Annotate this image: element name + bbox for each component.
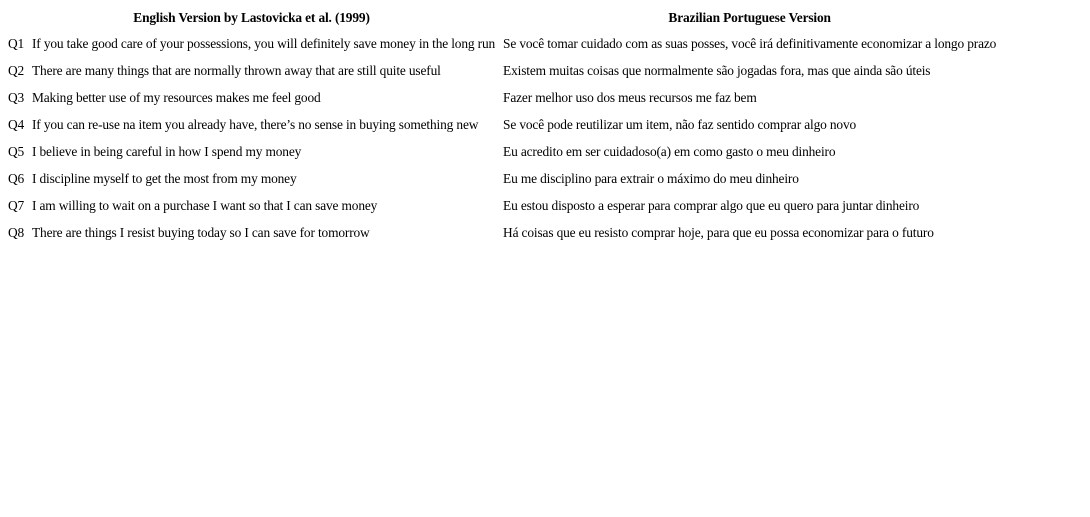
portuguese-item: Se você tomar cuidado com as suas posses, você irá definitivamente economizar a longo prazo (503, 35, 997, 51)
portuguese-item: Há coisas que eu resisto comprar hoje, para que eu possa economizar para o futuro (503, 224, 934, 240)
english-item: I am willing to wait on a purchase I want so that I can save money (32, 197, 378, 213)
question-id: Q4 (8, 116, 25, 132)
portuguese-item: Fazer melhor uso dos meus recursos me faz bem (503, 89, 757, 105)
portuguese-version-header: Brazilian Portuguese Version (668, 10, 831, 25)
table-row (4, 165, 1000, 192)
table-row (4, 219, 1000, 246)
table-row (4, 138, 1000, 165)
portuguese-item: Eu me disciplino para extrair o máximo do meu dinheiro (503, 170, 799, 186)
header-row (4, 6, 1000, 30)
english-item: I believe in being careful in how I spend my money (32, 143, 302, 159)
table-body (4, 30, 1000, 246)
english-item: There are things I resist buying today so I can save for tomorrow (32, 224, 370, 240)
question-id: Q5 (8, 143, 25, 159)
english-version-header: English Version by Lastovicka et al. (1999) (133, 10, 370, 25)
question-id: Q8 (8, 224, 25, 240)
question-id: Q1 (8, 35, 25, 51)
portuguese-item: Existem muitas coisas que normalmente são jogadas fora, mas que ainda são úteis (503, 62, 931, 78)
table-row (4, 57, 1000, 84)
question-id: Q6 (8, 170, 25, 186)
english-item: There are many things that are normally thrown away that are still quite useful (32, 62, 441, 78)
english-item: If you take good care of your possessions, you will definitely save money in the long run (32, 35, 496, 51)
english-item: If you can re-use na item you already have, there’s no sense in buying something new (32, 116, 479, 132)
table-row (4, 111, 1000, 138)
frugality-scale-table (4, 6, 1000, 246)
question-id: Q2 (8, 62, 25, 78)
portuguese-item: Eu acredito em ser cuidadoso(a) em como gasto o meu dinheiro (503, 143, 836, 159)
english-item: Making better use of my resources makes me feel good (32, 89, 321, 105)
table-row (4, 30, 1000, 57)
table-row (4, 84, 1000, 111)
portuguese-item: Se você pode reutilizar um item, não faz sentido comprar algo novo (503, 116, 857, 132)
table-row (4, 192, 1000, 219)
table-header (4, 6, 1000, 30)
question-id: Q3 (8, 89, 25, 105)
question-id: Q7 (8, 197, 25, 213)
english-item: I discipline myself to get the most from my money (32, 170, 297, 186)
portuguese-item: Eu estou disposto a esperar para comprar algo que eu quero para juntar dinheiro (503, 197, 920, 213)
